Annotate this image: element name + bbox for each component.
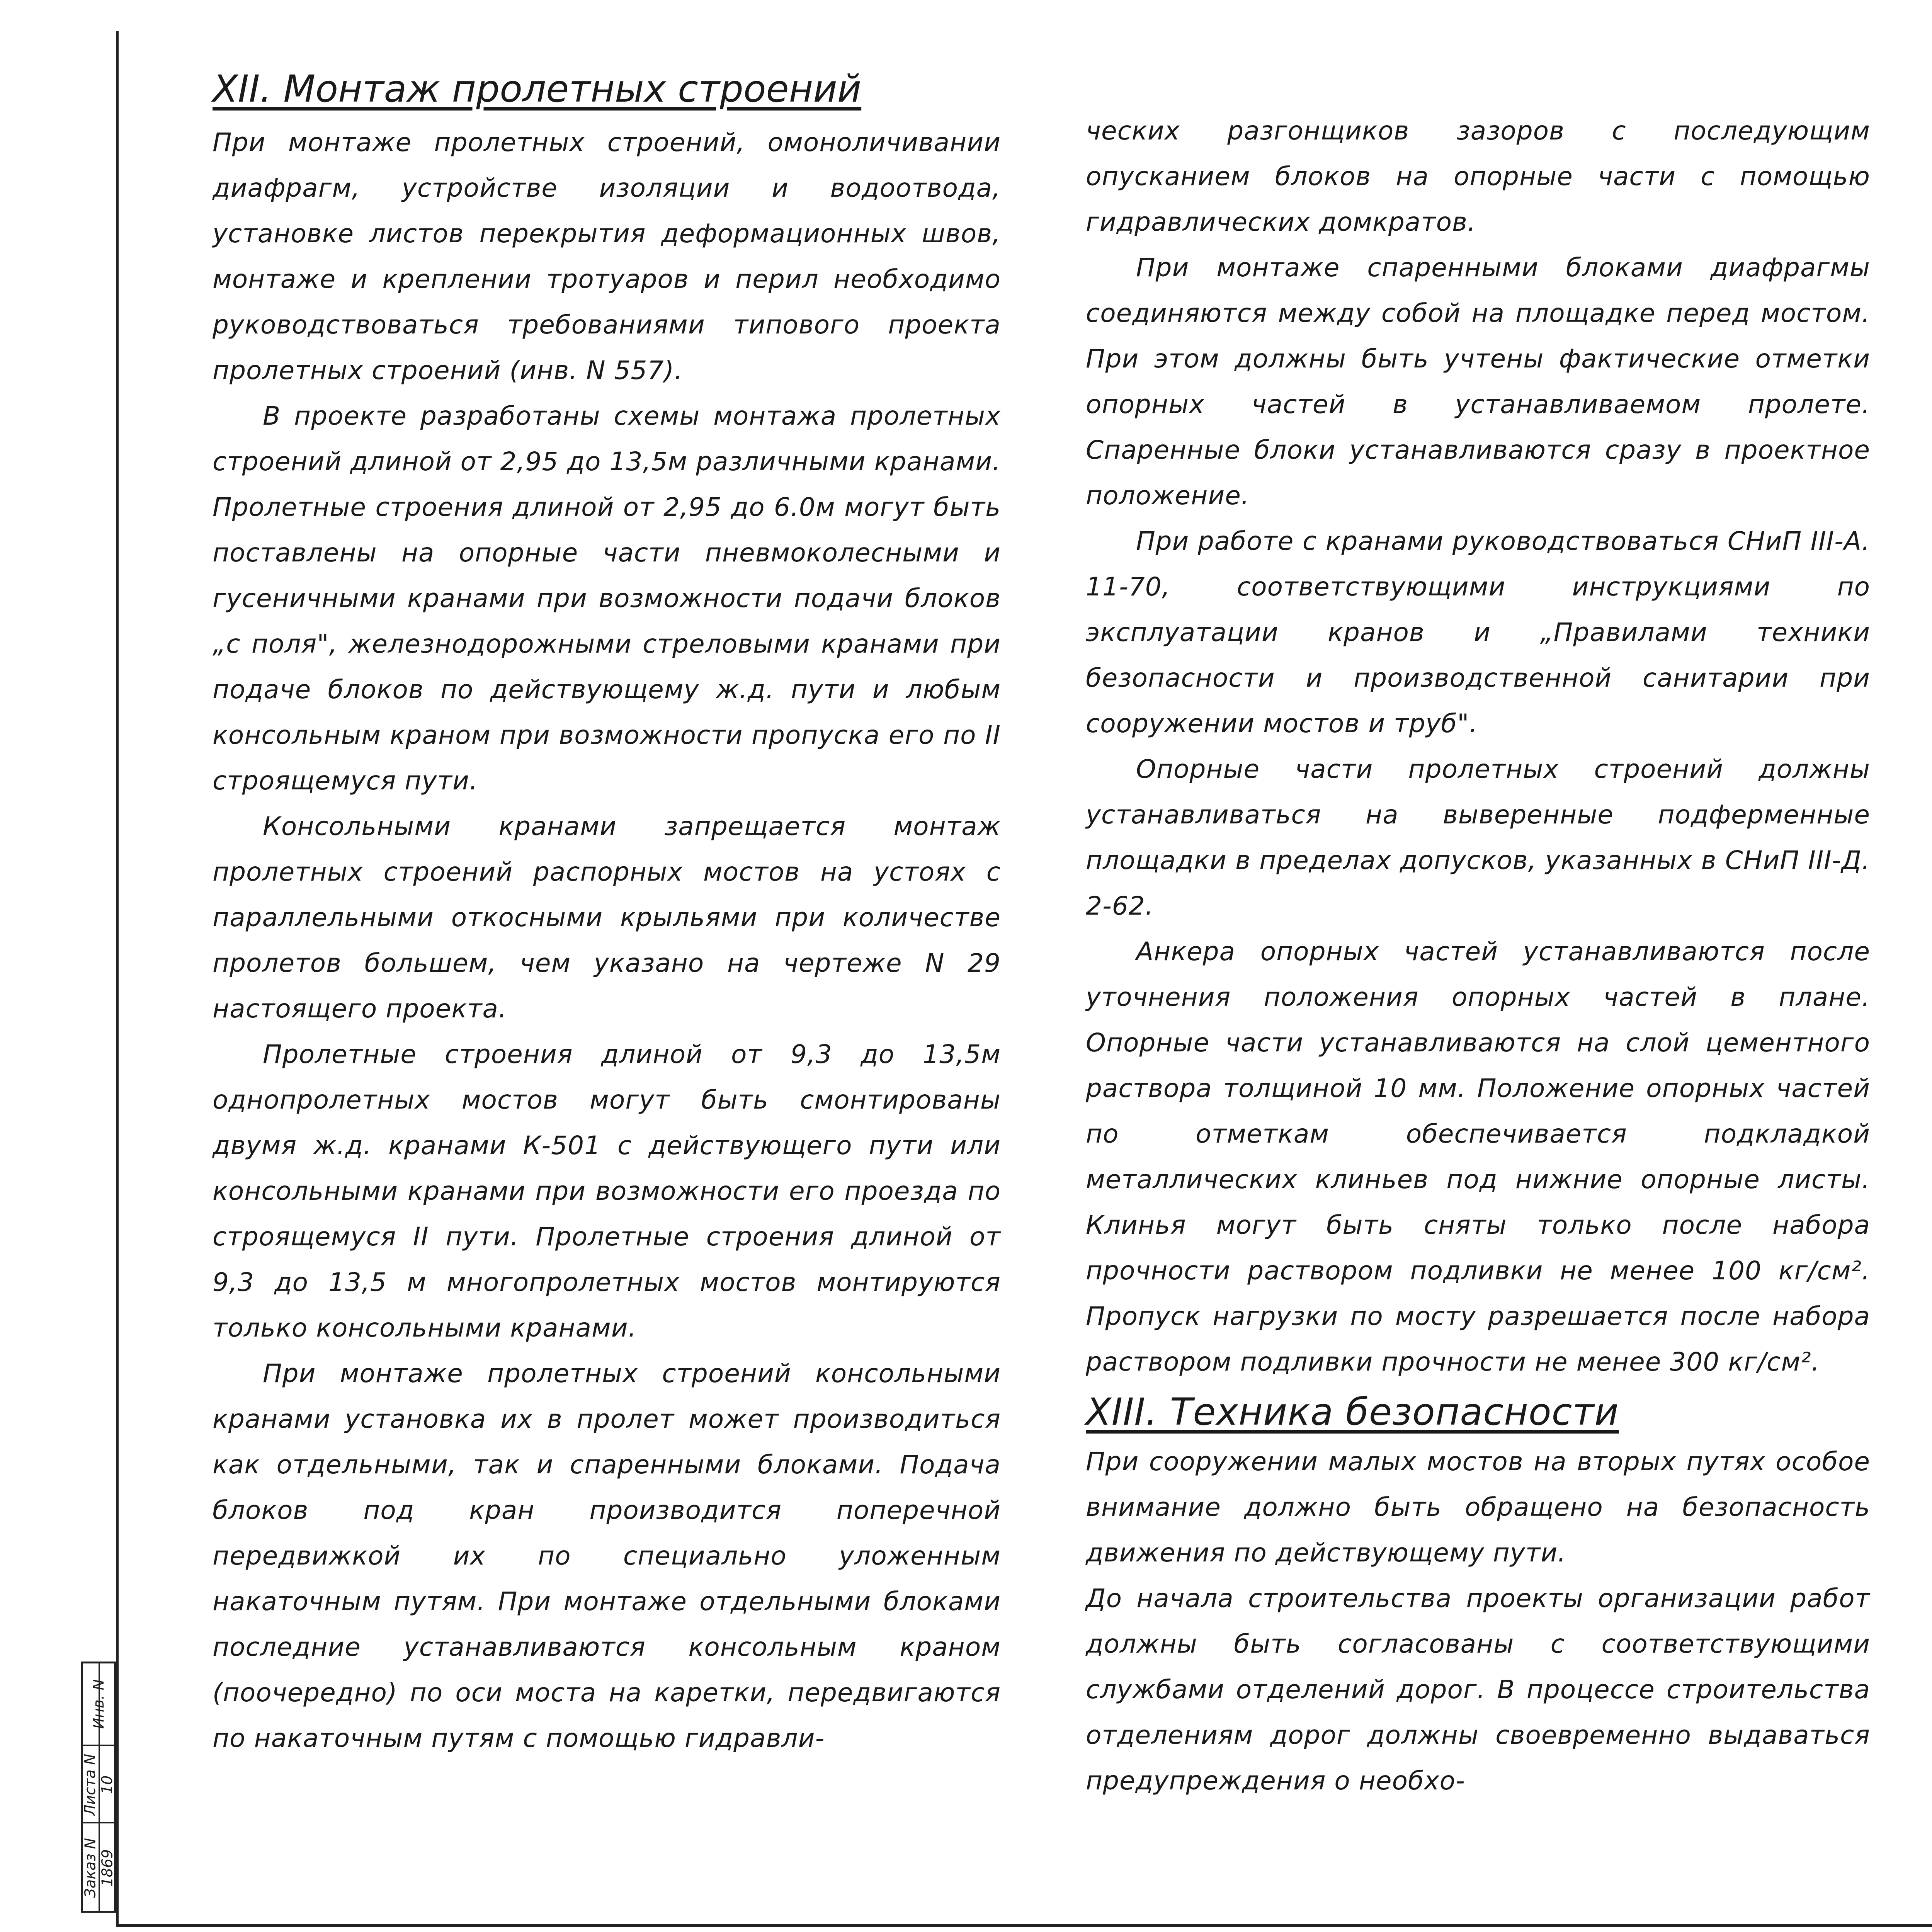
side-stamp (81, 1662, 116, 1913)
paragraph: Анкера опорных частей устанавливаются после уточнения положения опорных частей в плане. Опорные части устанавливаются на слой цементного раствора толщиной 10 мм. Положение опорных частей по отметкам обеспечивается подкладкой металлических клиньев под нижние опорные листы. Клинья могут быть сняты только после набора прочности раствором подливки не менее 100 кг/см². Пропуск нагрузки по мосту разрешается после набора раствором подливки прочности не менее 300 кг/см². (1086, 937, 1870, 1377)
paragraph: При монтаже пролетных строений, омоноличивании диафрагм, устройстве изоляции и водоотвода, установке листов перекрытия деформационных швов, монтаже и креплении тротуаров и перил необходимо руководствоваться требованиями типового проекта пролетных строений (инв. N 557). (213, 128, 1001, 385)
paragraph: При сооружении малых мостов на вторых путях особое внимание должно быть обращено на безопасность движения по действующему пути. (1086, 1447, 1870, 1568)
stamp-cell (83, 1663, 114, 1745)
section-12-heading (213, 66, 861, 116)
paragraph: При работе с кранами руководствоваться СНиП III-А. 11-70, соответствующими инструкциями по эксплуатации кранов и „Правилами техники безопасности и производственной санитарии при сооружении мостов и труб". (1086, 526, 1870, 738)
stamp-sheet-value: 10 (99, 1775, 116, 1794)
paragraph: Опорные части пролетных строений должны устанавливаться на выверенные подферменные площадки в пределах допусков, указанных в СНиП III-Д. 2-62. (1086, 754, 1870, 921)
stamp-cell (83, 1822, 114, 1912)
section-13-title: XIII. Техника безопасности (1086, 1390, 1619, 1434)
paragraph: Пролетные строения длиной от 9,3 до 13,5м однопролетных мостов могут быть смонтированы двумя ж.д. кранами К-501 с действующего пути или консольными кранами при возможности его проезда по строящемуся II пути. Пролетные строения длиной от 9,3 до 13,5 м многопролетных мостов монтируются только консольными кранами. (213, 1039, 1001, 1343)
paragraph: До начала строительства проекты организации работ должны быть согласованы с соответствующими службами отделений дорог. В процессе строительства отделениям дорог должны своевременно выдаваться предупреждения о необхо- (1086, 1583, 1870, 1796)
paragraph: Консольными кранами запрещается монтаж пролетных строений распорных мостов на устоях с параллельными откосными крыльями при количестве пролетов большем, чем указано на чертеже N 29 настоящего проекта. (213, 811, 1001, 1024)
column-1 (213, 120, 1001, 1761)
paragraph: При монтаже спаренными блоками диафрагмы соединяются между собой на площадке перед мостом. При этом должны быть учтены фактические отметки опорных частей в устанавливаемом пролете. Спаренные блоки устанавливаются сразу в проектное положение. (1086, 253, 1870, 510)
paragraph: В проекте разработаны схемы монтажа пролетных строений длиной от 2,95 до 13,5м различными кранами. Пролетные строения длиной от 2,95 до 6.0м могут быть поставлены на опорные части пневмоколесными и гусеничными кранами при возможности подачи блоков „с поля", железнодорожными стреловыми кранами при подаче блоков по действующему ж.д. пути и любым консольным краном при возможности пропуска его по II строящемуся пути. (213, 401, 1001, 796)
stamp-inv-header: Инв. N (90, 1679, 107, 1729)
stamp-order-value: 1869 (99, 1849, 116, 1887)
paragraph: При монтаже пролетных строений консольными кранами установка их в пролет может производиться как отдельными, так и спаренными блоками. Подача блоков под кран производится поперечной передвижкой их по специально уложенным накаточным путям. При монтаже отдельными блоками последние устанавливаются консольным краном (поочередно) по оси моста на каретки, передвигаются по накаточным путям с помощью гидравли- (213, 1359, 1001, 1753)
section-13-heading (1086, 1389, 1870, 1435)
paragraph: ческих разгонщиков зазоров с последующим опусканием блоков на опорные части с помощью гидравлических домкратов. (1086, 116, 1870, 237)
column-2 (1086, 108, 1870, 1804)
stamp-cell (83, 1745, 114, 1823)
stamp-sheet-header: Листа N (82, 1753, 99, 1816)
section-12-title: XII. Монтаж пролетных строений (213, 67, 862, 111)
stamp-order-header: Заказ N (82, 1838, 99, 1898)
